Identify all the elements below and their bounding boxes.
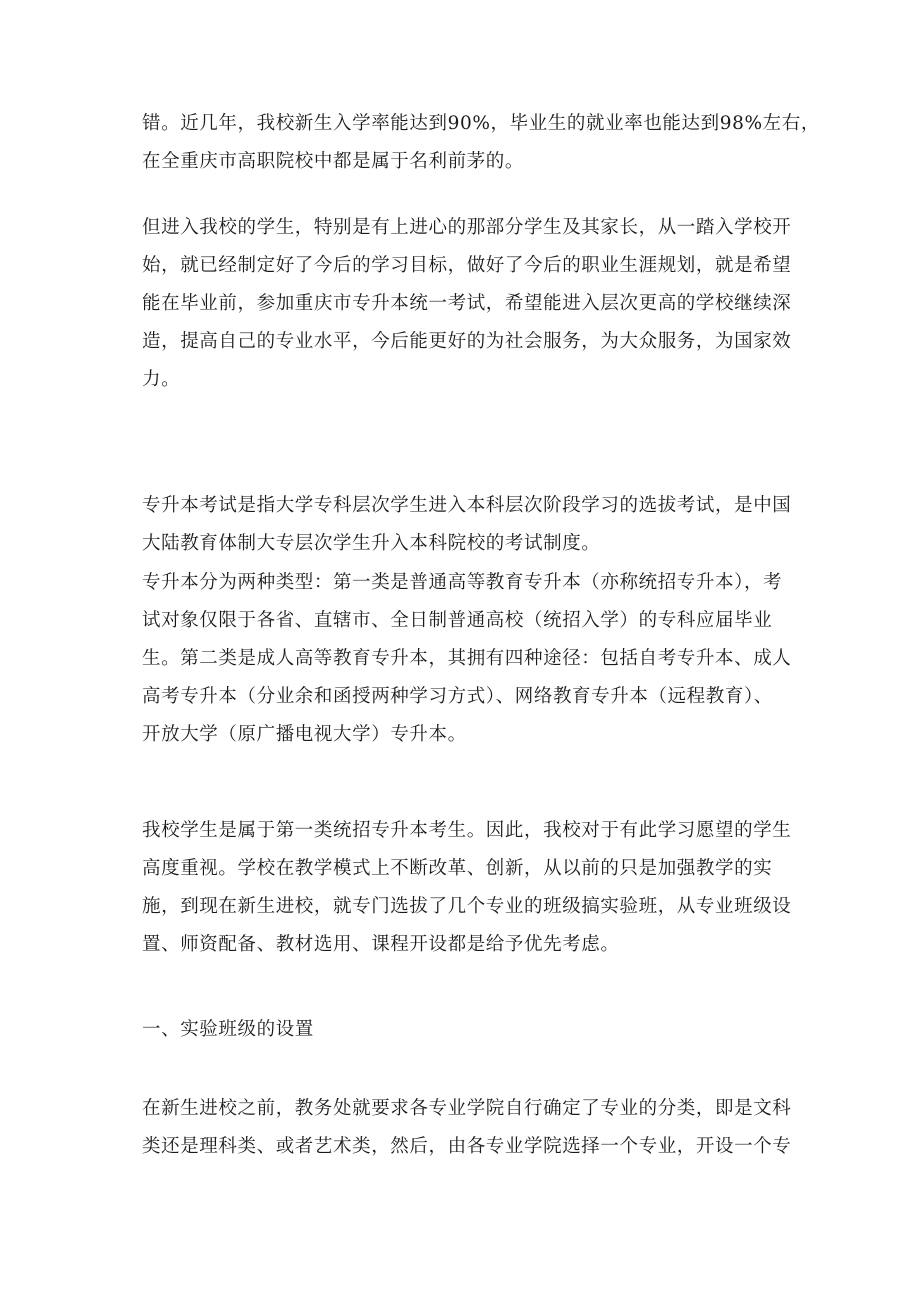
text-line: 开放大学（原广播电视大学）专升本。: [142, 724, 467, 745]
text-line: 在新生进校之前，教务处就要求各专业学院自行确定了专业的分类，即是文科: [142, 1098, 792, 1119]
text-line: 但进入我校的学生，特别是有上进心的那部分学生及其家长，从一踏入学校开: [142, 217, 792, 238]
paragraph-class-setup: [142, 1090, 792, 1166]
paragraph-exam-definition: [142, 487, 792, 563]
text-line: 力。: [142, 369, 181, 390]
text-line: 生。第二类是成人高等教育专升本，其拥有四种途径：包括自考专升本、成人: [142, 648, 792, 669]
text-line: 始，就已经制定好了今后的学习目标，做好了今后的职业生涯规划，就是希望: [142, 255, 792, 276]
text-line: 置、师资配备、教材选用、课程开设都是给予优先考虑。: [142, 934, 620, 955]
text-line: 错。近几年，我校新生入学率能达到90%，毕业生的就业率也能达到98%左右，: [142, 113, 820, 134]
text-line: 专升本考试是指大学专科层次学生进入本科层次阶段学习的选拔考试，是中国: [142, 495, 792, 516]
paragraph-enrollment-rates: [142, 105, 820, 181]
text-line: 高度重视。学校在教学模式上不断改革、创新，从以前的只是加强教学的实: [142, 858, 773, 879]
text-line: 造，提高自己的专业水平，今后能更好的为社会服务，为大众服务，为国家效: [142, 331, 792, 352]
heading-text: 一、实验班级的设置: [142, 1019, 314, 1040]
text-line: 大陆教育体制大专层次学生升入本科院校的考试制度。: [142, 533, 601, 554]
text-line: 施，到现在新生进校，就专门选拔了几个专业的班级搞实验班，从专业班级设: [142, 896, 792, 917]
text-line: 我校学生是属于第一类统招专升本考生。因此，我校对于有此学习愿望的学生: [142, 820, 792, 841]
paragraph-school-reform: [142, 812, 792, 964]
text-line: 专升本分为两种类型：第一类是普通高等教育专升本（亦称统招专升本），考: [142, 572, 783, 593]
text-line: 在全重庆市高职院校中都是属于名利前茅的。: [142, 151, 525, 172]
text-line: 类还是理科类、或者艺术类，然后，由各专业学院选择一个专业，开设一个专: [142, 1136, 792, 1157]
text-line: 能在毕业前，参加重庆市专升本统一考试，希望能进入层次更高的学校继续深: [142, 293, 792, 314]
text-line: 高考专升本（分业余和函授两种学习方式）、网络教育专升本（远程教育）、: [142, 686, 773, 707]
text-line: 试对象仅限于各省、直辖市、全日制普通高校（统招入学）的专科应届毕业: [142, 610, 773, 631]
paragraph-student-goals: [142, 209, 792, 399]
paragraph-exam-types: [142, 564, 792, 754]
section-heading: [142, 1011, 782, 1049]
